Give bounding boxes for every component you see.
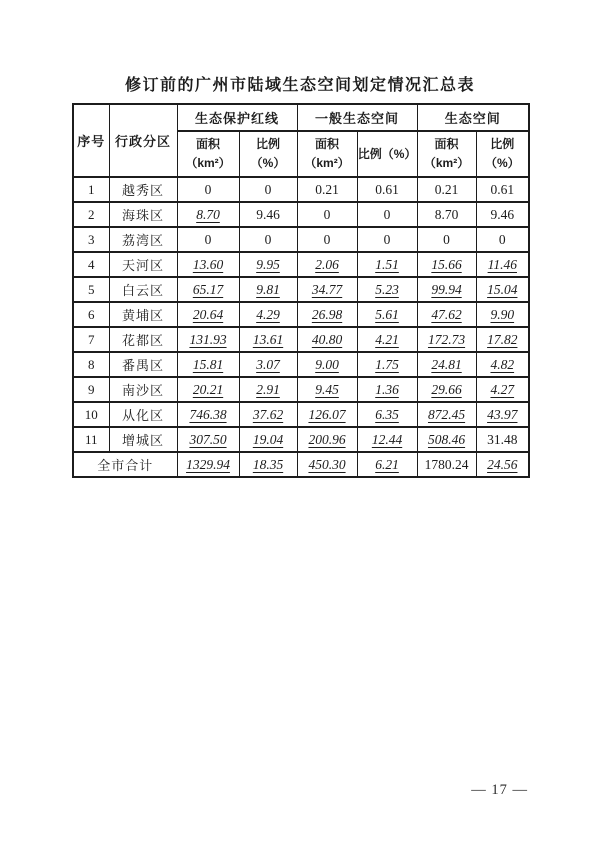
cell-eco-area: 24.81 <box>417 352 476 377</box>
cell-eco-area: 47.62 <box>417 302 476 327</box>
cell-row-no: 3 <box>73 227 109 252</box>
cell-district: 南沙区 <box>109 377 177 402</box>
cell-district: 黄埔区 <box>109 302 177 327</box>
cell-redline-area: 15.81 <box>177 352 239 377</box>
subheader-eco-ratio: 比例 （%） <box>476 131 529 177</box>
table-row <box>73 377 529 402</box>
cell-district: 花都区 <box>109 327 177 352</box>
cell-general-ratio: 0 <box>357 227 417 252</box>
cell-eco-ratio: 0 <box>476 227 529 252</box>
subheader-general-area: 面积 （km²） <box>297 131 357 177</box>
subheader-eco-area: 面积 （km²） <box>417 131 476 177</box>
cell-redline-area: 20.21 <box>177 377 239 402</box>
subheader-redline-area: 面积 （km²） <box>177 131 239 177</box>
cell-eco-area: 872.45 <box>417 402 476 427</box>
cell-row-no: 8 <box>73 352 109 377</box>
header-no: 序号 <box>73 104 109 177</box>
table-row <box>73 352 529 377</box>
cell-eco-area: 99.94 <box>417 277 476 302</box>
cell-general-area: 126.07 <box>297 402 357 427</box>
cell-eco-ratio: 43.97 <box>476 402 529 427</box>
cell-redline-area: 20.64 <box>177 302 239 327</box>
cell-general-ratio: 5.23 <box>357 277 417 302</box>
cell-eco-ratio: 9.90 <box>476 302 529 327</box>
cell-row-no: 1 <box>73 177 109 202</box>
header-group-general: 一般生态空间 <box>297 104 417 131</box>
table-header <box>73 104 529 177</box>
cell-eco-area: 15.66 <box>417 252 476 277</box>
cell-district: 从化区 <box>109 402 177 427</box>
cell-row-no: 6 <box>73 302 109 327</box>
table-row <box>73 277 529 302</box>
cell-eco-area: 0 <box>417 227 476 252</box>
cell-district: 番禺区 <box>109 352 177 377</box>
table-row <box>73 427 529 452</box>
cell-general-ratio: 0.61 <box>357 177 417 202</box>
cell-row-no: 11 <box>73 427 109 452</box>
cell-general-area: 200.96 <box>297 427 357 452</box>
cell-redline-area: 131.93 <box>177 327 239 352</box>
cell-redline-ratio: 3.07 <box>239 352 297 377</box>
cell-general-ratio: 6.21 <box>357 452 417 477</box>
table-title: 修订前的广州市陆域生态空间划定情况汇总表 <box>124 77 475 94</box>
cell-general-area: 0 <box>297 227 357 252</box>
table-row <box>73 402 529 427</box>
cell-row-no: 4 <box>73 252 109 277</box>
cell-row-no: 5 <box>73 277 109 302</box>
cell-general-ratio: 4.21 <box>357 327 417 352</box>
total-row <box>73 452 529 477</box>
cell-district: 越秀区 <box>109 177 177 202</box>
cell-general-area: 40.80 <box>297 327 357 352</box>
cell-redline-ratio: 37.62 <box>239 402 297 427</box>
cell-redline-area: 13.60 <box>177 252 239 277</box>
cell-district: 白云区 <box>109 277 177 302</box>
cell-redline-area: 746.38 <box>177 402 239 427</box>
cell-redline-area: 8.70 <box>177 202 239 227</box>
cell-row-no: 10 <box>73 402 109 427</box>
table-row <box>73 227 529 252</box>
table-body <box>73 177 529 477</box>
cell-eco-ratio: 4.27 <box>476 377 529 402</box>
cell-eco-ratio: 4.82 <box>476 352 529 377</box>
cell-redline-ratio: 0 <box>239 227 297 252</box>
cell-general-ratio: 5.61 <box>357 302 417 327</box>
cell-eco-ratio: 17.82 <box>476 327 529 352</box>
cell-redline-ratio: 18.35 <box>239 452 297 477</box>
table-row <box>73 302 529 327</box>
subheader-redline-ratio: 比例 （%） <box>239 131 297 177</box>
page-number: — 17 — <box>471 782 528 798</box>
cell-general-area: 26.98 <box>297 302 357 327</box>
table-row <box>73 252 529 277</box>
cell-redline-ratio: 9.46 <box>239 202 297 227</box>
cell-redline-ratio: 19.04 <box>239 427 297 452</box>
cell-redline-ratio: 0 <box>239 177 297 202</box>
cell-eco-ratio: 11.46 <box>476 252 529 277</box>
cell-general-ratio: 0 <box>357 202 417 227</box>
cell-row-no: 2 <box>73 202 109 227</box>
header-group-redline: 生态保护红线 <box>177 104 297 131</box>
table-row <box>73 202 529 227</box>
cell-general-area: 2.06 <box>297 252 357 277</box>
cell-eco-ratio: 31.48 <box>476 427 529 452</box>
header-group-row <box>73 104 529 131</box>
cell-general-area: 0 <box>297 202 357 227</box>
cell-redline-area: 307.50 <box>177 427 239 452</box>
cell-redline-area: 1329.94 <box>177 452 239 477</box>
cell-redline-ratio: 2.91 <box>239 377 297 402</box>
cell-redline-area: 0 <box>177 227 239 252</box>
cell-general-ratio: 1.75 <box>357 352 417 377</box>
cell-general-ratio: 1.51 <box>357 252 417 277</box>
cell-eco-ratio: 24.56 <box>476 452 529 477</box>
header-district: 行政分区 <box>109 104 177 177</box>
table-row <box>73 327 529 352</box>
cell-row-no: 9 <box>73 377 109 402</box>
cell-general-area: 0.21 <box>297 177 357 202</box>
cell-eco-ratio: 15.04 <box>476 277 529 302</box>
cell-district: 海珠区 <box>109 202 177 227</box>
cell-district: 天河区 <box>109 252 177 277</box>
cell-district: 荔湾区 <box>109 227 177 252</box>
cell-eco-ratio: 0.61 <box>476 177 529 202</box>
table-row <box>73 177 529 202</box>
cell-general-area: 9.45 <box>297 377 357 402</box>
cell-district: 增城区 <box>109 427 177 452</box>
cell-eco-ratio: 9.46 <box>476 202 529 227</box>
cell-general-area: 9.00 <box>297 352 357 377</box>
cell-redline-area: 65.17 <box>177 277 239 302</box>
cell-eco-area: 172.73 <box>417 327 476 352</box>
cell-eco-area: 1780.24 <box>417 452 476 477</box>
cell-redline-ratio: 13.61 <box>239 327 297 352</box>
cell-eco-area: 29.66 <box>417 377 476 402</box>
cell-redline-ratio: 4.29 <box>239 302 297 327</box>
cell-eco-area: 8.70 <box>417 202 476 227</box>
cell-row-no: 7 <box>73 327 109 352</box>
cell-redline-ratio: 9.81 <box>239 277 297 302</box>
cell-general-ratio: 1.36 <box>357 377 417 402</box>
cell-redline-ratio: 9.95 <box>239 252 297 277</box>
cell-general-ratio: 6.35 <box>357 402 417 427</box>
cell-eco-area: 0.21 <box>417 177 476 202</box>
cell-general-ratio: 12.44 <box>357 427 417 452</box>
cell-eco-area: 508.46 <box>417 427 476 452</box>
subheader-general-ratio: 比例（%） <box>357 131 417 177</box>
cell-general-area: 34.77 <box>297 277 357 302</box>
cell-general-area: 450.30 <box>297 452 357 477</box>
cell-redline-area: 0 <box>177 177 239 202</box>
header-group-eco: 生态空间 <box>417 104 529 131</box>
cell-total-label: 全市合计 <box>73 452 177 477</box>
summary-table <box>72 103 530 478</box>
